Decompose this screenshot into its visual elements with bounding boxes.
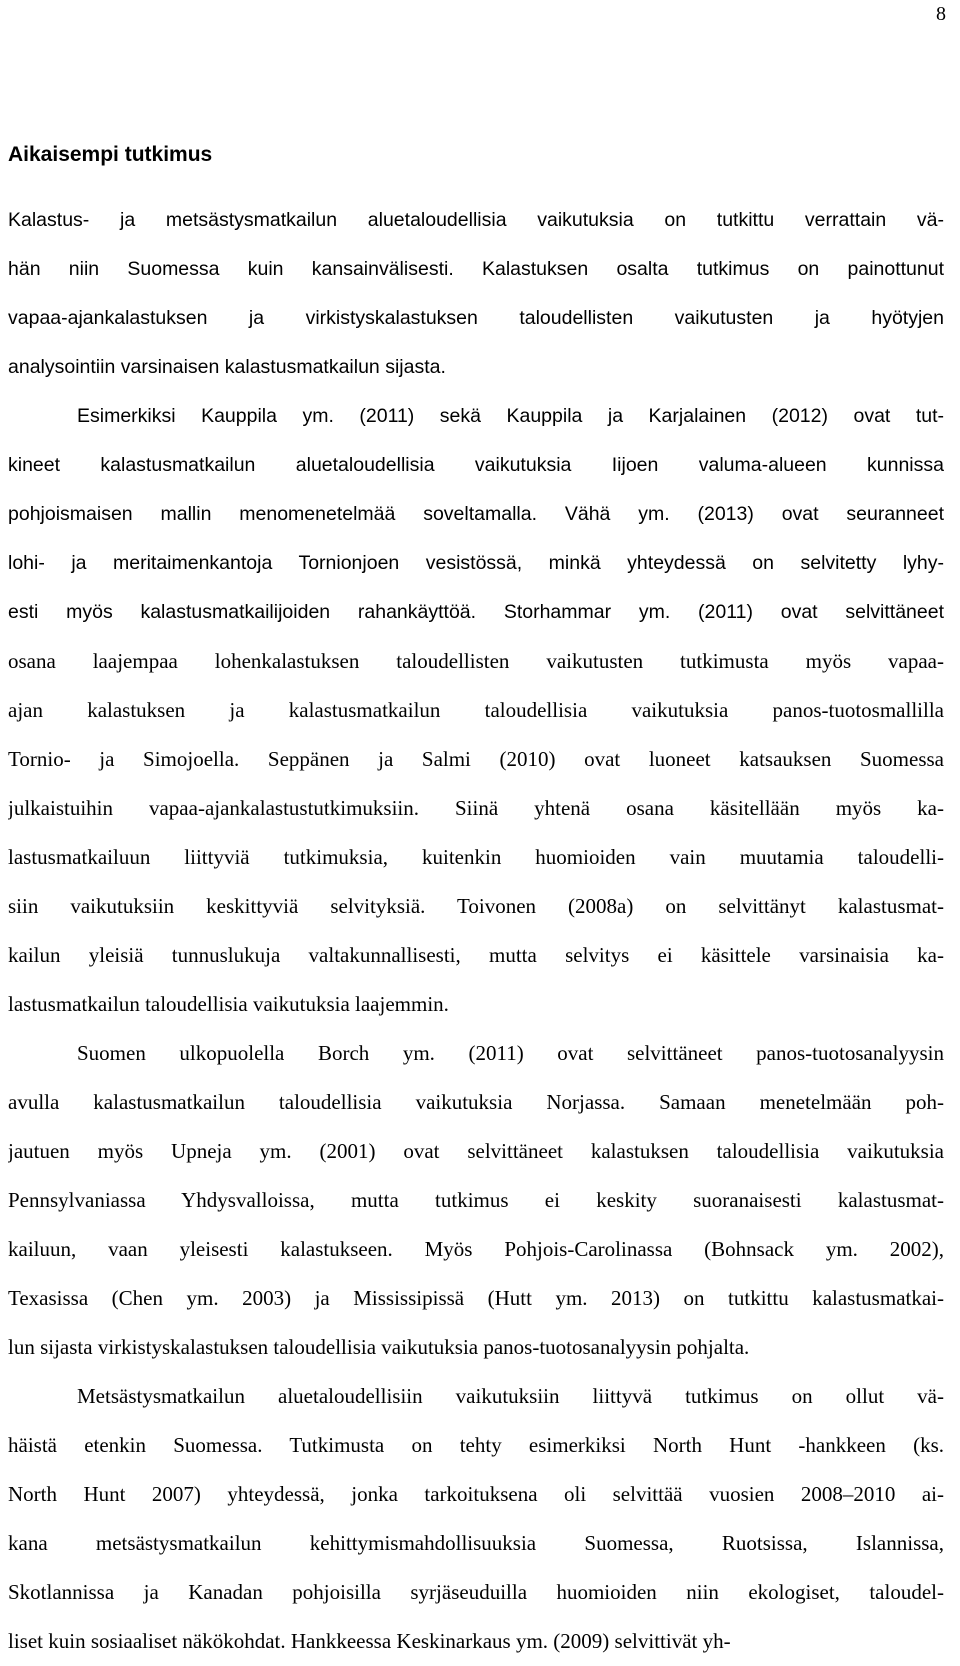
- text-line: hän niin Suomessa kuin kansainvälisesti. Kalastuksen osalta tutkimus on painottunut: [8, 258, 944, 280]
- text-line: Esimerkiksi Kauppila ym. (2011) sekä Kauppila ja Karjalainen (2012) ovat tut-: [77, 405, 944, 427]
- text-line: Kalastus- ja metsästysmatkailun aluetaloudellisia vaikutuksia on tutkittu verrattain vä-: [8, 209, 944, 231]
- paragraph: [8, 196, 944, 392]
- text-line: analysointiin varsinaisen kalastusmatkailun sijasta.: [8, 356, 446, 378]
- text-line: lastusmatkailuun liittyviä tutkimuksia, kuitenkin huomioiden vain muutamia taloudelli-: [8, 845, 944, 869]
- text-line: pohjoismaisen mallin menomenetelmää soveltamalla. Vähä ym. (2013) ovat seuranneet: [8, 503, 944, 525]
- text-line: Texasissa (Chen ym. 2003) ja Mississipissä (Hutt ym. 2013) on tutkittu kalastusmatkai-: [8, 1286, 944, 1310]
- text-line: kineet kalastusmatkailun aluetaloudellisia vaikutuksia Iijoen valuma-alueen kunnissa: [8, 454, 944, 476]
- section-heading: Aikaisempi tutkimus: [8, 143, 213, 166]
- text-line: Metsästysmatkailun aluetaloudellisiin vaikutuksiin liittyvä tutkimus on ollut vä-: [77, 1384, 944, 1408]
- text-line: vapaa-ajankalastuksen ja virkistyskalastuksen taloudellisten vaikutusten ja hyötyjen: [8, 307, 944, 329]
- text-line: kailuun, vaan yleisesti kalastukseen. Myös Pohjois-Carolinassa (Bohnsack ym. 2002),: [8, 1237, 944, 1261]
- paragraph: [8, 1029, 944, 1372]
- page-number: 8: [936, 3, 946, 25]
- text-line: liset kuin sosiaaliset näkökohdat. Hankkeessa Keskinarkaus ym. (2009) selvittivät yh-: [8, 1629, 731, 1653]
- text-line: ajan kalastuksen ja kalastusmatkailun taloudellisia vaikutuksia panos-tuotosmallilla: [8, 698, 944, 722]
- text-line: jautuen myös Upneja ym. (2001) ovat selvittäneet kalastuksen taloudellisia vaikutuksia: [8, 1139, 944, 1163]
- text-line: Pennsylvaniassa Yhdysvalloissa, mutta tutkimus ei keskity suoranaisesti kalastusmat-: [8, 1188, 944, 1212]
- text-line: avulla kalastusmatkailun taloudellisia vaikutuksia Norjassa. Samaan menetelmään poh-: [8, 1090, 944, 1114]
- text-line: julkaistuihin vapaa-ajankalastustutkimuksiin. Siinä yhtenä osana käsitellään myös ka-: [8, 796, 944, 820]
- body-text: [8, 196, 944, 1666]
- text-line: esti myös kalastusmatkailijoiden rahankäyttöä. Storhammar ym. (2011) ovat selvittäneet: [8, 601, 944, 623]
- text-line: Suomen ulkopuolella Borch ym. (2011) ovat selvittäneet panos-tuotosanalyysin: [77, 1041, 944, 1065]
- text-line: lohi- ja meritaimenkantoja Tornionjoen vesistössä, minkä yhteydessä on selvitetty lyhy-: [8, 552, 944, 574]
- text-line: Skotlannissa ja Kanadan pohjoisilla syrjäseuduilla huomioiden niin ekologiset, taloudel-: [8, 1580, 944, 1604]
- text-line: North Hunt 2007) yhteydessä, jonka tarkoituksena oli selvittää vuosien 2008–2010 ai-: [8, 1482, 944, 1506]
- text-line: häistä etenkin Suomessa. Tutkimusta on tehty esimerkiksi North Hunt -hankkeen (ks.: [8, 1433, 944, 1457]
- text-line: lastusmatkailun taloudellisia vaikutuksia laajemmin.: [8, 992, 449, 1016]
- text-line: siin vaikutuksiin keskittyviä selvityksiä. Toivonen (2008a) on selvittänyt kalastusmat-: [8, 894, 944, 918]
- text-line: kana metsästysmatkailun kehittymismahdollisuuksia Suomessa, Ruotsissa, Islannissa,: [8, 1531, 944, 1555]
- text-line: lun sijasta virkistyskalastuksen taloudellisia vaikutuksia panos-tuotosanalyysin pohjalta.: [8, 1335, 750, 1359]
- text-line: Tornio- ja Simojoella. Seppänen ja Salmi (2010) ovat luoneet katsauksen Suomessa: [8, 747, 944, 771]
- paragraph: [8, 1372, 944, 1666]
- text-line: kailun yleisiä tunnuslukuja valtakunnallisesti, mutta selvitys ei käsittele varsinaisia ka-: [8, 943, 944, 967]
- paragraph: [8, 392, 944, 1029]
- text-line: osana laajempaa lohenkalastuksen taloudellisten vaikutusten tutkimusta myös vapaa-: [8, 649, 944, 673]
